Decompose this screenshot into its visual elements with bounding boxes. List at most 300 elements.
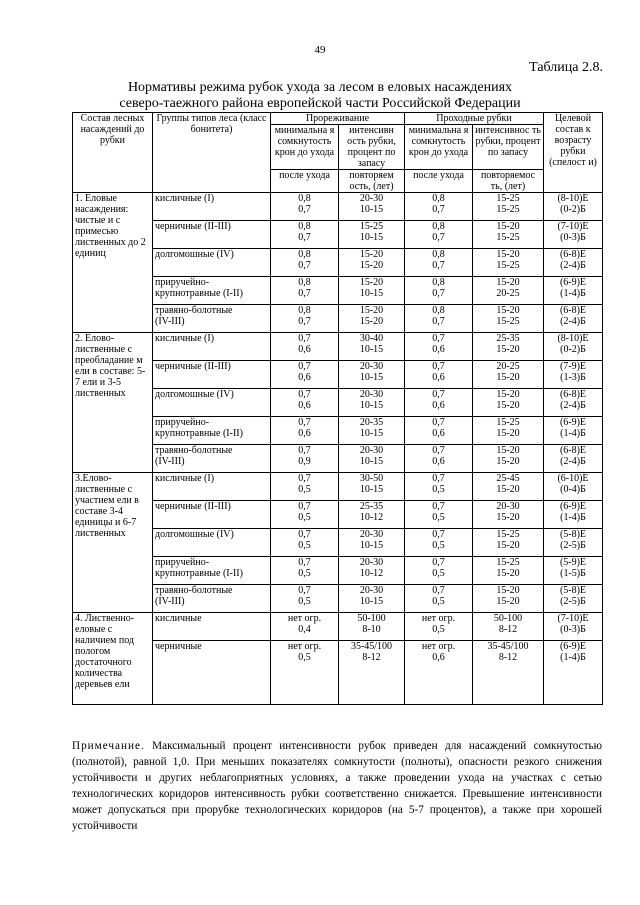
intensity-thinning-cell-line: 10-15 [359, 344, 384, 355]
intensity-passage-cell-line: 8-12 [498, 624, 518, 635]
intensity-thinning-cell-line: 15-20 [359, 249, 384, 260]
intensity-passage-cell-line: 15-25 [496, 529, 520, 540]
intensity-thinning-cell-line: 10-12 [359, 512, 384, 523]
target-composition-cell-line: (0-4)Б [560, 484, 586, 495]
intensity-passage-cell [473, 529, 544, 557]
header-row-1 [73, 113, 603, 125]
target-composition-cell-line: (5-9)Е [559, 557, 587, 568]
intensity-passage-cell [473, 193, 544, 221]
min-density-passage-cell [405, 613, 473, 641]
forest-type-cell [153, 641, 271, 705]
intensity-thinning-cell-line: 30-40 [359, 333, 384, 344]
table-row [73, 221, 603, 249]
target-composition-cell [544, 473, 603, 501]
min-density-cell-line: 0,5 [298, 512, 311, 523]
table-row [73, 389, 603, 417]
target-composition-cell-line: (2-4)Б [560, 400, 586, 411]
min-density-passage-cell-line: 0,8 [432, 249, 445, 260]
forest-type-cell [153, 417, 271, 445]
min-density-cell-line: 0,5 [298, 568, 311, 579]
min-density-cell-line: 0,6 [298, 428, 311, 439]
target-composition-cell [544, 389, 603, 417]
target-composition-cell [544, 221, 603, 249]
forest-type-cell [153, 361, 271, 389]
table-row [73, 277, 603, 305]
target-composition-cell [544, 585, 603, 613]
header-intensity-thinning: интенсивн ость рубки, процент по запасу [339, 125, 405, 170]
min-density-passage-cell [405, 249, 473, 277]
intensity-passage-cell-line: 15-20 [496, 372, 520, 383]
forest-type-cell-line: кисличные (I) [155, 473, 215, 484]
intensity-thinning-cell [339, 445, 405, 473]
min-density-passage-cell-line: 0,7 [432, 316, 445, 327]
min-density-passage-cell [405, 501, 473, 529]
header-thinning: Прореживание [271, 113, 405, 125]
table-row [73, 641, 603, 705]
title-line-2: северо-таежного района европейской части Российской Федерации [119, 96, 521, 111]
min-density-passage-cell-line: 0,5 [432, 484, 445, 495]
min-density-cell-line: 0,6 [298, 372, 311, 383]
target-composition-cell [544, 445, 603, 473]
min-density-cell-line: 0,7 [298, 557, 311, 568]
intensity-passage-cell [473, 333, 544, 361]
forest-type-cell-line: черничные [155, 641, 202, 652]
min-density-cell-line: 0,7 [298, 260, 311, 271]
intensity-thinning-cell-line: 10-15 [359, 204, 384, 215]
min-density-cell [271, 417, 339, 445]
min-density-passage-cell-line: 0,6 [432, 344, 445, 355]
min-density-passage-cell-line: 0,7 [432, 473, 445, 484]
target-composition-cell-line: (8-10)Е [557, 193, 589, 204]
forest-type-cell [153, 389, 271, 417]
forest-type-cell [153, 277, 271, 305]
min-density-cell-line: 0,4 [298, 624, 311, 635]
intensity-thinning-cell [339, 641, 405, 705]
min-density-cell-line: 0,8 [298, 249, 311, 260]
min-density-cell-line: 0,6 [298, 400, 311, 411]
forest-type-cell [153, 501, 271, 529]
target-composition-cell-line: (5-8)Е [559, 585, 587, 596]
forest-type-cell-line: черничные (II-III) [155, 361, 231, 372]
min-density-passage-cell-line: 0,8 [432, 277, 445, 288]
target-composition-cell-line: (6-9)Е [559, 501, 587, 512]
forest-type-cell [153, 249, 271, 277]
target-composition-cell-line: (2-4)Б [560, 456, 586, 467]
forest-type-cell-line: крупнотравные (I-II) [155, 288, 243, 299]
target-composition-cell-line: (1-3)Б [560, 372, 586, 383]
min-density-passage-cell-line: 0,7 [432, 232, 445, 243]
target-composition-cell-line: (6-8)Е [559, 305, 587, 316]
intensity-thinning-cell-line: 8-12 [362, 652, 381, 663]
intensity-passage-cell [473, 417, 544, 445]
header-forest-type: Группы типов леса (класс бонитета) [153, 113, 271, 193]
table-row [73, 557, 603, 585]
forest-type-cell-line: черничные (II-III) [155, 501, 231, 512]
min-density-passage-cell [405, 221, 473, 249]
min-density-cell-line: 0,5 [298, 596, 311, 607]
intensity-thinning-cell [339, 193, 405, 221]
min-density-cell [271, 389, 339, 417]
composition-cell: 3.Елово-лиственные с участием ели в составе 3-4 единицы и 6-7 лиственных [73, 473, 153, 613]
target-composition-cell [544, 613, 603, 641]
target-composition-cell-line: (7-9)Е [559, 361, 587, 372]
min-density-cell-line: 0,7 [298, 232, 311, 243]
min-density-passage-cell-line: 0,8 [432, 305, 445, 316]
intensity-thinning-cell-line: 10-15 [359, 484, 384, 495]
intensity-thinning-cell-line: 20-30 [359, 389, 384, 400]
header-repeat-thinning: повторяем ость, (лет) [339, 170, 405, 193]
min-density-cell-line: нет огр. [287, 613, 322, 624]
min-density-cell-line: 0,8 [298, 193, 311, 204]
intensity-passage-cell-line: 15-20 [496, 585, 520, 596]
intensity-passage-cell-line: 15-20 [496, 540, 520, 551]
intensity-thinning-cell [339, 333, 405, 361]
intensity-passage-cell [473, 501, 544, 529]
composition-cell: 2. Елово-лиственные с преобладание м ели в составе: 5-7 ели и 3-5 лиственных [73, 333, 153, 473]
intensity-thinning-cell [339, 613, 405, 641]
intensity-thinning-cell-line: 20-30 [359, 193, 384, 204]
intensity-thinning-cell-line: 15-20 [359, 260, 384, 271]
intensity-thinning-cell [339, 277, 405, 305]
target-composition-cell-line: (6-8)Е [559, 389, 587, 400]
min-density-passage-cell-line: 0,5 [432, 624, 445, 635]
table-row [73, 417, 603, 445]
forest-type-cell [153, 333, 271, 361]
intensity-thinning-cell [339, 249, 405, 277]
forest-type-cell [153, 529, 271, 557]
page-number: 49 [314, 44, 326, 56]
intensity-thinning-cell-line: 20-30 [359, 557, 384, 568]
intensity-thinning-cell [339, 389, 405, 417]
table-row [73, 333, 603, 361]
intensity-passage-cell [473, 641, 544, 705]
min-density-cell [271, 249, 339, 277]
min-density-cell [271, 473, 339, 501]
intensity-passage-cell-line: 15-25 [496, 557, 520, 568]
intensity-thinning-cell-line: 20-30 [359, 529, 384, 540]
header-after-density: после ухода [271, 170, 339, 193]
footnote [72, 738, 602, 834]
intensity-thinning-cell-line: 10-15 [359, 456, 384, 467]
min-density-cell-line: 0,9 [298, 456, 311, 467]
table-row [73, 529, 603, 557]
min-density-passage-cell-line: 0,5 [432, 568, 445, 579]
intensity-thinning-cell [339, 417, 405, 445]
intensity-thinning-cell [339, 361, 405, 389]
table-row [73, 361, 603, 389]
forest-type-cell-line: кисличные (I) [155, 333, 215, 344]
intensity-passage-cell-line: 15-25 [496, 260, 520, 271]
min-density-cell-line: 0,7 [298, 585, 311, 596]
target-composition-cell-line: (2-5)Б [560, 596, 586, 607]
intensity-passage-cell-line: 15-20 [496, 512, 520, 523]
min-density-cell-line: 0,8 [298, 277, 311, 288]
min-density-passage-cell-line: 0,5 [432, 512, 445, 523]
target-composition-cell-line: (0-2)Б [560, 204, 586, 215]
target-composition-cell [544, 417, 603, 445]
target-composition-cell [544, 305, 603, 333]
min-density-passage-cell-line: 0,7 [432, 288, 445, 299]
min-density-cell-line: 0,8 [298, 221, 311, 232]
forest-type-cell [153, 557, 271, 585]
min-density-passage-cell [405, 277, 473, 305]
min-density-passage-cell-line: 0,7 [432, 260, 445, 271]
target-composition-cell-line: (7-10)Е [557, 221, 589, 232]
min-density-passage-cell-line: 0,5 [432, 596, 445, 607]
min-density-passage-cell-line: 0,7 [432, 445, 445, 456]
target-composition-cell [544, 641, 603, 705]
target-composition-cell [544, 529, 603, 557]
min-density-passage-cell [405, 305, 473, 333]
intensity-passage-cell-line: 15-20 [496, 344, 520, 355]
forest-type-cell [153, 305, 271, 333]
forest-type-cell-line: черничные (II-III) [155, 221, 231, 232]
forest-type-cell-line: крупнотравные (I-II) [155, 428, 243, 439]
table-title [70, 80, 570, 112]
forest-type-cell-line: травяно-болотные [155, 585, 233, 596]
intensity-passage-cell-line: 25-45 [496, 473, 520, 484]
min-density-passage-cell [405, 333, 473, 361]
intensity-passage-cell-line: 15-25 [496, 316, 520, 327]
min-density-cell-line: 0,5 [298, 484, 311, 495]
min-density-passage-cell-line: нет огр. [421, 641, 456, 652]
min-density-cell [271, 557, 339, 585]
intensity-passage-cell [473, 277, 544, 305]
min-density-passage-cell-line: 0,7 [432, 557, 445, 568]
forest-type-cell-line: долгомошные (IV) [155, 529, 234, 540]
target-composition-cell-line: (6-9)Е [559, 417, 587, 428]
forest-type-cell-line: (IV-III) [155, 456, 185, 467]
min-density-passage-cell-line: 0,5 [432, 540, 445, 551]
min-density-cell [271, 501, 339, 529]
intensity-passage-cell-line: 25-35 [496, 333, 520, 344]
intensity-thinning-cell-line: 15-25 [359, 221, 384, 232]
min-density-cell-line: 0,7 [298, 529, 311, 540]
intensity-thinning-cell-line: 20-35 [359, 417, 384, 428]
norms-table [72, 112, 603, 705]
min-density-passage-cell-line: 0,6 [432, 400, 445, 411]
target-composition-cell-line: (7-10)Е [557, 613, 589, 624]
min-density-passage-cell [405, 529, 473, 557]
intensity-passage-cell [473, 361, 544, 389]
intensity-passage-cell [473, 221, 544, 249]
intensity-thinning-cell [339, 557, 405, 585]
intensity-thinning-cell-line: 10-15 [359, 232, 384, 243]
min-density-cell [271, 221, 339, 249]
table-row [73, 473, 603, 501]
intensity-passage-cell-line: 50-100 [493, 613, 523, 624]
min-density-passage-cell [405, 473, 473, 501]
header-composition: Состав лесных насаждений до рубки [73, 113, 153, 193]
target-composition-cell [544, 193, 603, 221]
intensity-passage-cell-line: 20-25 [496, 288, 520, 299]
min-density-passage-cell [405, 389, 473, 417]
intensity-passage-cell-line: 15-20 [496, 305, 520, 316]
target-composition-cell-line: (6-9)Е [559, 641, 587, 652]
intensity-thinning-cell-line: 10-15 [359, 540, 384, 551]
min-density-cell-line: 0,5 [298, 540, 311, 551]
min-density-cell [271, 277, 339, 305]
intensity-passage-cell-line: 15-20 [496, 428, 520, 439]
min-density-passage-cell-line: 0,6 [432, 372, 445, 383]
header-min-density-passage: минимальна я сомкнутость крон до ухода [405, 125, 473, 170]
forest-type-cell-line: приручейно- [155, 277, 210, 288]
forest-type-cell [153, 193, 271, 221]
header-passage-cutting: Проходные рубки [405, 113, 544, 125]
intensity-thinning-cell-line: 15-20 [359, 316, 384, 327]
min-density-cell-line: 0,7 [298, 288, 311, 299]
min-density-passage-cell [405, 361, 473, 389]
intensity-passage-cell [473, 473, 544, 501]
min-density-passage-cell-line: 0,6 [432, 652, 445, 663]
intensity-thinning-cell-line: 10-15 [359, 428, 384, 439]
intensity-thinning-cell [339, 221, 405, 249]
forest-type-cell-line: приручейно- [155, 557, 210, 568]
forest-type-cell-line: приручейно- [155, 417, 210, 428]
min-density-passage-cell-line: 0,7 [432, 333, 445, 344]
intensity-passage-cell [473, 613, 544, 641]
forest-type-cell-line: травяно-болотные [155, 305, 233, 316]
target-composition-cell-line: (1-4)Б [560, 652, 586, 663]
min-density-cell [271, 333, 339, 361]
header-min-density: минимальна я сомкнутость крон до ухода [271, 125, 339, 170]
target-composition-cell-line: (2-4)Б [560, 260, 586, 271]
min-density-cell-line: 0,7 [298, 473, 311, 484]
min-density-cell-line: 0,7 [298, 501, 311, 512]
min-density-cell-line: 0,7 [298, 316, 311, 327]
target-composition-cell [544, 361, 603, 389]
min-density-cell-line: 0,6 [298, 344, 311, 355]
min-density-cell [271, 613, 339, 641]
intensity-passage-cell [473, 389, 544, 417]
target-composition-cell-line: (0-2)Б [560, 344, 586, 355]
min-density-passage-cell-line: 0,6 [432, 456, 445, 467]
intensity-passage-cell [473, 557, 544, 585]
intensity-passage-cell [473, 305, 544, 333]
intensity-passage-cell-line: 15-20 [496, 400, 520, 411]
intensity-passage-cell-line: 15-25 [496, 193, 520, 204]
min-density-cell [271, 305, 339, 333]
intensity-passage-cell-line: 15-25 [496, 232, 520, 243]
footnote-text: Максимальный процент интенсивности рубок приведен для насаждений сомкнутостью (полнотой), равной 1,0. При меньших показателях сомкнутости (полноты), опасности резкого снижения устойчивости и других неблагоприятных условиях, а также проведении ухода на участках с сетью технологических коридоров интенсивность рубки соответственно снижается. Превышение интенсивности может допускаться при прорубке технологических коридоров (на 5-7 процентов), а также при хорошей устойчивости [72, 740, 602, 832]
target-composition-cell-line: (6-8)Е [559, 249, 587, 260]
target-composition-cell [544, 557, 603, 585]
target-composition-cell [544, 333, 603, 361]
composition-cell: 4. Лиственно-еловые с наличием под пологом достаточного количества деревьев ели [73, 613, 153, 705]
intensity-thinning-cell-line: 25-35 [359, 501, 384, 512]
table-row [73, 501, 603, 529]
min-density-passage-cell-line: 0,7 [432, 501, 445, 512]
intensity-passage-cell-line: 15-20 [496, 445, 520, 456]
table-row [73, 613, 603, 641]
header-repeat-passage: повторяемос ть, (лет) [473, 170, 544, 193]
forest-type-cell-line: долгомошные (IV) [155, 249, 234, 260]
intensity-thinning-cell-line: 10-15 [359, 596, 384, 607]
table-row [73, 305, 603, 333]
target-composition-cell [544, 277, 603, 305]
forest-type-cell-line: долгомошные (IV) [155, 389, 234, 400]
min-density-cell-line: 0,7 [298, 204, 311, 215]
forest-type-cell [153, 585, 271, 613]
forest-type-cell [153, 613, 271, 641]
intensity-thinning-cell [339, 305, 405, 333]
footnote-label: Примечание. [72, 740, 145, 752]
intensity-passage-cell-line: 15-20 [496, 596, 520, 607]
table-row [73, 445, 603, 473]
intensity-thinning-cell-line: 20-30 [359, 585, 384, 596]
min-density-cell [271, 529, 339, 557]
intensity-passage-cell [473, 445, 544, 473]
intensity-thinning-cell [339, 529, 405, 557]
intensity-passage-cell-line: 15-20 [496, 568, 520, 579]
min-density-passage-cell [405, 417, 473, 445]
intensity-passage-cell-line: 15-25 [496, 204, 520, 215]
intensity-passage-cell-line: 15-20 [496, 221, 520, 232]
min-density-cell-line: 0,5 [298, 652, 311, 663]
forest-type-cell [153, 221, 271, 249]
forest-type-cell-line: (IV-III) [155, 596, 185, 607]
target-composition-cell-line: (0-3)Б [560, 624, 586, 635]
min-density-cell [271, 445, 339, 473]
min-density-passage-cell [405, 641, 473, 705]
forest-type-cell-line: кисличные [155, 613, 202, 624]
intensity-thinning-cell [339, 501, 405, 529]
intensity-passage-cell-line: 15-20 [496, 484, 520, 495]
forest-type-cell-line: кисличные (I) [155, 193, 215, 204]
intensity-thinning-cell-line: 20-30 [359, 361, 384, 372]
intensity-thinning-cell-line: 10-15 [359, 372, 384, 383]
intensity-thinning-cell-line: 8-10 [362, 624, 381, 635]
min-density-cell [271, 193, 339, 221]
intensity-passage-cell-line: 35-45/100 [487, 641, 529, 652]
intensity-thinning-cell-line: 35-45/100 [350, 641, 393, 652]
intensity-thinning-cell [339, 585, 405, 613]
target-composition-cell-line: (1-4)Б [560, 512, 586, 523]
intensity-passage-cell-line: 15-20 [496, 456, 520, 467]
intensity-passage-cell-line: 8-12 [498, 652, 518, 663]
target-composition-cell-line: (1-4)Б [560, 288, 586, 299]
intensity-passage-cell-line: 15-20 [496, 277, 520, 288]
min-density-passage-cell [405, 557, 473, 585]
intensity-thinning-cell-line: 10-15 [359, 288, 384, 299]
min-density-passage-cell [405, 445, 473, 473]
composition-cell: 1. Еловые насаждения: чистые и с примесью лиственных до 2 единиц [73, 193, 153, 333]
min-density-passage-cell-line: 0,7 [432, 204, 445, 215]
min-density-passage-cell [405, 585, 473, 613]
forest-type-cell [153, 445, 271, 473]
target-composition-cell-line: (2-5)Б [560, 540, 586, 551]
table-label: Таблица 2.8. [529, 60, 603, 75]
intensity-thinning-cell-line: 10-15 [359, 400, 384, 411]
min-density-passage-cell-line: 0,6 [432, 428, 445, 439]
header-after-density-passage: после ухода [405, 170, 473, 193]
min-density-cell [271, 641, 339, 705]
intensity-thinning-cell-line: 15-20 [359, 277, 384, 288]
target-composition-cell-line: (1-4)Б [560, 428, 586, 439]
target-composition-cell-line: (8-10)Е [557, 333, 589, 344]
target-composition-cell-line: (2-4)Б [560, 316, 586, 327]
forest-type-cell-line: травяно-болотные [155, 445, 233, 456]
intensity-passage-cell-line: 15-20 [496, 249, 520, 260]
table-row [73, 249, 603, 277]
min-density-cell-line: 0,7 [298, 361, 311, 372]
intensity-passage-cell-line: 20-25 [496, 361, 520, 372]
intensity-passage-cell-line: 15-25 [496, 417, 520, 428]
min-density-passage-cell-line: нет огр. [421, 613, 456, 624]
forest-type-cell [153, 473, 271, 501]
target-composition-cell-line: (6-8)Е [559, 445, 587, 456]
target-composition-cell-line: (5-8)Е [559, 529, 587, 540]
